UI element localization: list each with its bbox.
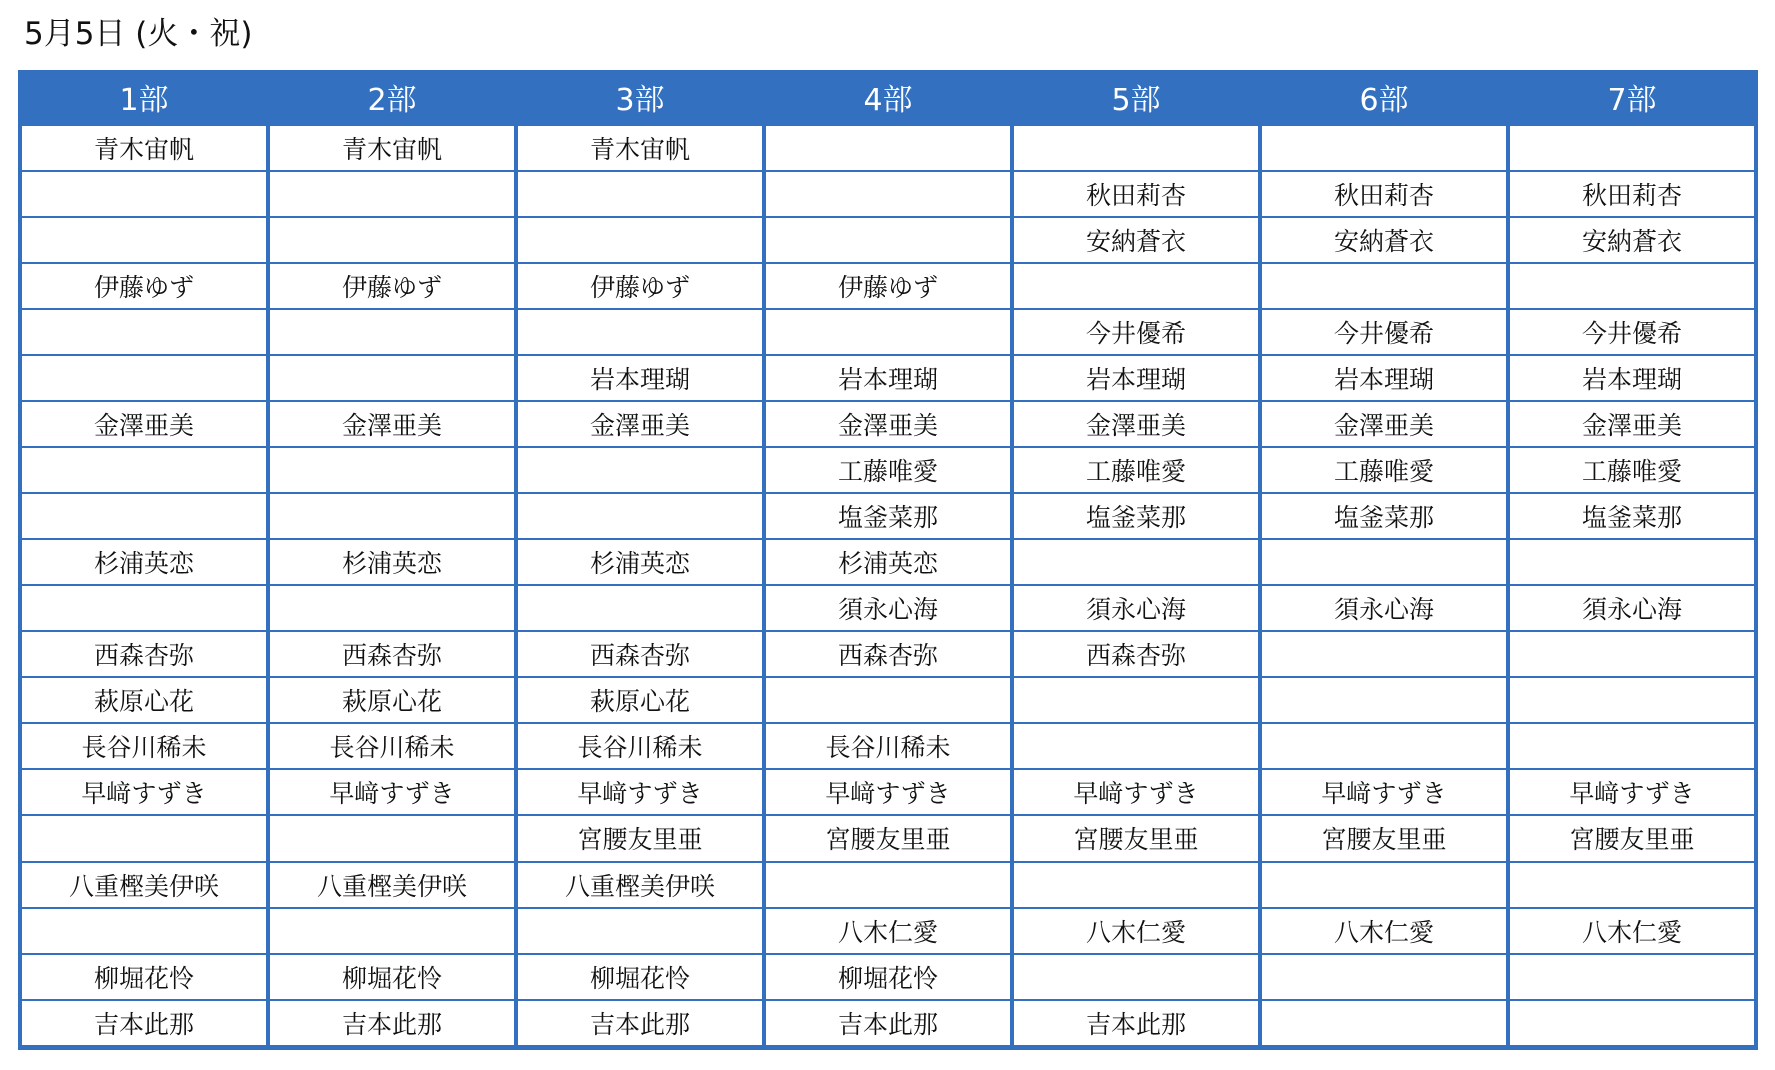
table-cell xyxy=(268,815,516,861)
table-row xyxy=(20,954,1756,1000)
table-cell xyxy=(1012,263,1260,309)
table-cell: 早﨑すずき xyxy=(1508,769,1756,815)
table-cell: 宮腰友里亜 xyxy=(1508,815,1756,861)
table-row xyxy=(20,723,1756,769)
table-cell xyxy=(764,862,1012,908)
table-row xyxy=(20,125,1756,171)
table-cell xyxy=(1508,954,1756,1000)
table-cell: 杉浦英恋 xyxy=(20,539,268,585)
table-cell: 宮腰友里亜 xyxy=(1012,815,1260,861)
table-cell: 早﨑すずき xyxy=(268,769,516,815)
table-cell: 青木宙帆 xyxy=(268,125,516,171)
table-cell: 伊藤ゆず xyxy=(764,263,1012,309)
table-cell xyxy=(516,309,764,355)
table-cell xyxy=(1012,125,1260,171)
table-cell xyxy=(20,908,268,954)
table-cell: 安納蒼衣 xyxy=(1260,217,1508,263)
table-row xyxy=(20,493,1756,539)
table-row xyxy=(20,309,1756,355)
table-cell xyxy=(516,217,764,263)
table-cell: 柳堀花怜 xyxy=(20,954,268,1000)
table-cell: 塩釜菜那 xyxy=(764,493,1012,539)
column-header-part-7: 7部 xyxy=(1508,70,1756,125)
table-cell xyxy=(268,447,516,493)
table-cell xyxy=(1508,862,1756,908)
table-cell xyxy=(268,908,516,954)
table-cell xyxy=(516,493,764,539)
table-cell: 西森杏弥 xyxy=(764,631,1012,677)
table-cell: 安納蒼衣 xyxy=(1508,217,1756,263)
table-cell xyxy=(1508,263,1756,309)
table-cell: 吉本此那 xyxy=(268,1000,516,1048)
table-cell: 安納蒼衣 xyxy=(1012,217,1260,263)
table-cell xyxy=(516,585,764,631)
table-cell xyxy=(1508,677,1756,723)
table-cell xyxy=(1012,862,1260,908)
table-cell: 伊藤ゆず xyxy=(20,263,268,309)
table-cell xyxy=(268,493,516,539)
table-cell xyxy=(516,171,764,217)
table-cell xyxy=(1260,723,1508,769)
table-cell: 萩原心花 xyxy=(20,677,268,723)
schedule-body xyxy=(20,125,1756,1048)
table-row xyxy=(20,171,1756,217)
schedule-table xyxy=(18,70,1758,1050)
table-cell: 早﨑すずき xyxy=(764,769,1012,815)
table-cell: 今井優希 xyxy=(1012,309,1260,355)
table-cell xyxy=(1508,125,1756,171)
table-cell xyxy=(1260,631,1508,677)
table-cell: 吉本此那 xyxy=(20,1000,268,1048)
table-cell xyxy=(1012,954,1260,1000)
table-cell xyxy=(20,217,268,263)
table-cell: 秋田莉杏 xyxy=(1508,171,1756,217)
table-cell xyxy=(764,171,1012,217)
table-cell: 工藤唯愛 xyxy=(764,447,1012,493)
table-cell xyxy=(1260,954,1508,1000)
table-cell xyxy=(20,355,268,401)
table-cell: 金澤亜美 xyxy=(1260,401,1508,447)
table-cell: 金澤亜美 xyxy=(516,401,764,447)
header-row xyxy=(20,70,1756,125)
table-cell xyxy=(764,677,1012,723)
table-cell: 金澤亜美 xyxy=(20,401,268,447)
table-row xyxy=(20,355,1756,401)
table-cell: 杉浦英恋 xyxy=(516,539,764,585)
table-cell xyxy=(268,355,516,401)
page-title: 5月5日 (火・祝) xyxy=(24,16,253,52)
table-cell: 秋田莉杏 xyxy=(1260,171,1508,217)
table-row xyxy=(20,677,1756,723)
table-cell: 萩原心花 xyxy=(516,677,764,723)
table-cell xyxy=(1260,263,1508,309)
table-cell: 宮腰友里亜 xyxy=(764,815,1012,861)
table-cell: 青木宙帆 xyxy=(20,125,268,171)
table-cell xyxy=(268,171,516,217)
table-cell: 塩釜菜那 xyxy=(1012,493,1260,539)
table-cell: 工藤唯愛 xyxy=(1260,447,1508,493)
table-cell xyxy=(268,217,516,263)
column-header-part-1: 1部 xyxy=(20,70,268,125)
table-cell: 八重樫美伊咲 xyxy=(268,862,516,908)
table-cell xyxy=(20,447,268,493)
table-cell xyxy=(1508,1000,1756,1048)
table-cell xyxy=(764,217,1012,263)
table-cell xyxy=(1508,723,1756,769)
table-cell: 西森杏弥 xyxy=(268,631,516,677)
table-cell: 岩本理瑚 xyxy=(1260,355,1508,401)
table-cell xyxy=(1260,677,1508,723)
column-header-part-5: 5部 xyxy=(1012,70,1260,125)
table-cell xyxy=(20,309,268,355)
table-cell: 萩原心花 xyxy=(268,677,516,723)
table-cell xyxy=(1012,723,1260,769)
table-cell xyxy=(268,585,516,631)
table-cell xyxy=(1260,862,1508,908)
table-cell: 金澤亜美 xyxy=(764,401,1012,447)
table-cell: 早﨑すずき xyxy=(1260,769,1508,815)
table-cell: 須永心海 xyxy=(1260,585,1508,631)
table-cell: 青木宙帆 xyxy=(516,125,764,171)
table-cell: 今井優希 xyxy=(1260,309,1508,355)
table-cell xyxy=(268,309,516,355)
table-cell: 八木仁愛 xyxy=(1508,908,1756,954)
column-header-part-2: 2部 xyxy=(268,70,516,125)
table-cell xyxy=(20,171,268,217)
table-cell: 八木仁愛 xyxy=(1260,908,1508,954)
table-cell xyxy=(1012,539,1260,585)
table-cell: 八重樫美伊咲 xyxy=(516,862,764,908)
table-cell: 須永心海 xyxy=(1012,585,1260,631)
column-header-part-4: 4部 xyxy=(764,70,1012,125)
table-cell xyxy=(516,908,764,954)
table-cell: 金澤亜美 xyxy=(1012,401,1260,447)
table-cell: 金澤亜美 xyxy=(1508,401,1756,447)
schedule-header xyxy=(20,70,1756,125)
table-cell: 塩釜菜那 xyxy=(1260,493,1508,539)
column-header-part-3: 3部 xyxy=(516,70,764,125)
table-row xyxy=(20,1000,1756,1048)
table-row xyxy=(20,447,1756,493)
table-cell: 早﨑すずき xyxy=(20,769,268,815)
table-cell: 杉浦英恋 xyxy=(764,539,1012,585)
table-row xyxy=(20,263,1756,309)
table-cell: 岩本理瑚 xyxy=(764,355,1012,401)
table-cell: 吉本此那 xyxy=(516,1000,764,1048)
table-cell xyxy=(1508,539,1756,585)
table-cell: 長谷川稀未 xyxy=(764,723,1012,769)
table-cell: 宮腰友里亜 xyxy=(516,815,764,861)
table-row xyxy=(20,217,1756,263)
table-row xyxy=(20,862,1756,908)
table-row xyxy=(20,401,1756,447)
table-cell: 今井優希 xyxy=(1508,309,1756,355)
table-cell xyxy=(1012,677,1260,723)
table-cell: 長谷川稀未 xyxy=(20,723,268,769)
table-cell xyxy=(1260,1000,1508,1048)
table-cell: 塩釜菜那 xyxy=(1508,493,1756,539)
table-cell: 柳堀花怜 xyxy=(516,954,764,1000)
table-cell: 八重樫美伊咲 xyxy=(20,862,268,908)
table-cell: 杉浦英恋 xyxy=(268,539,516,585)
table-cell: 吉本此那 xyxy=(764,1000,1012,1048)
table-cell: 西森杏弥 xyxy=(516,631,764,677)
table-cell: 柳堀花怜 xyxy=(268,954,516,1000)
table-cell: 工藤唯愛 xyxy=(1012,447,1260,493)
table-cell: 西森杏弥 xyxy=(1012,631,1260,677)
table-cell: 八木仁愛 xyxy=(1012,908,1260,954)
table-cell xyxy=(764,125,1012,171)
table-cell: 工藤唯愛 xyxy=(1508,447,1756,493)
table-cell: 八木仁愛 xyxy=(764,908,1012,954)
table-cell: 柳堀花怜 xyxy=(764,954,1012,1000)
table-cell xyxy=(1260,539,1508,585)
table-cell xyxy=(1260,125,1508,171)
table-cell: 須永心海 xyxy=(764,585,1012,631)
table-cell: 金澤亜美 xyxy=(268,401,516,447)
table-cell: 早﨑すずき xyxy=(516,769,764,815)
table-row xyxy=(20,815,1756,861)
table-cell: 長谷川稀未 xyxy=(516,723,764,769)
table-cell xyxy=(764,309,1012,355)
table-cell xyxy=(20,493,268,539)
table-cell xyxy=(20,585,268,631)
table-cell: 岩本理瑚 xyxy=(516,355,764,401)
table-cell xyxy=(1508,631,1756,677)
table-cell: 宮腰友里亜 xyxy=(1260,815,1508,861)
table-cell xyxy=(20,815,268,861)
table-cell: 伊藤ゆず xyxy=(268,263,516,309)
table-cell: 岩本理瑚 xyxy=(1012,355,1260,401)
table-cell: 西森杏弥 xyxy=(20,631,268,677)
column-header-part-6: 6部 xyxy=(1260,70,1508,125)
table-cell: 秋田莉杏 xyxy=(1012,171,1260,217)
table-cell xyxy=(516,447,764,493)
table-cell: 伊藤ゆず xyxy=(516,263,764,309)
table-cell: 岩本理瑚 xyxy=(1508,355,1756,401)
table-row xyxy=(20,769,1756,815)
table-row xyxy=(20,908,1756,954)
table-cell: 須永心海 xyxy=(1508,585,1756,631)
table-cell: 吉本此那 xyxy=(1012,1000,1260,1048)
table-cell: 早﨑すずき xyxy=(1012,769,1260,815)
table-row xyxy=(20,631,1756,677)
table-row xyxy=(20,539,1756,585)
table-cell: 長谷川稀未 xyxy=(268,723,516,769)
table-row xyxy=(20,585,1756,631)
